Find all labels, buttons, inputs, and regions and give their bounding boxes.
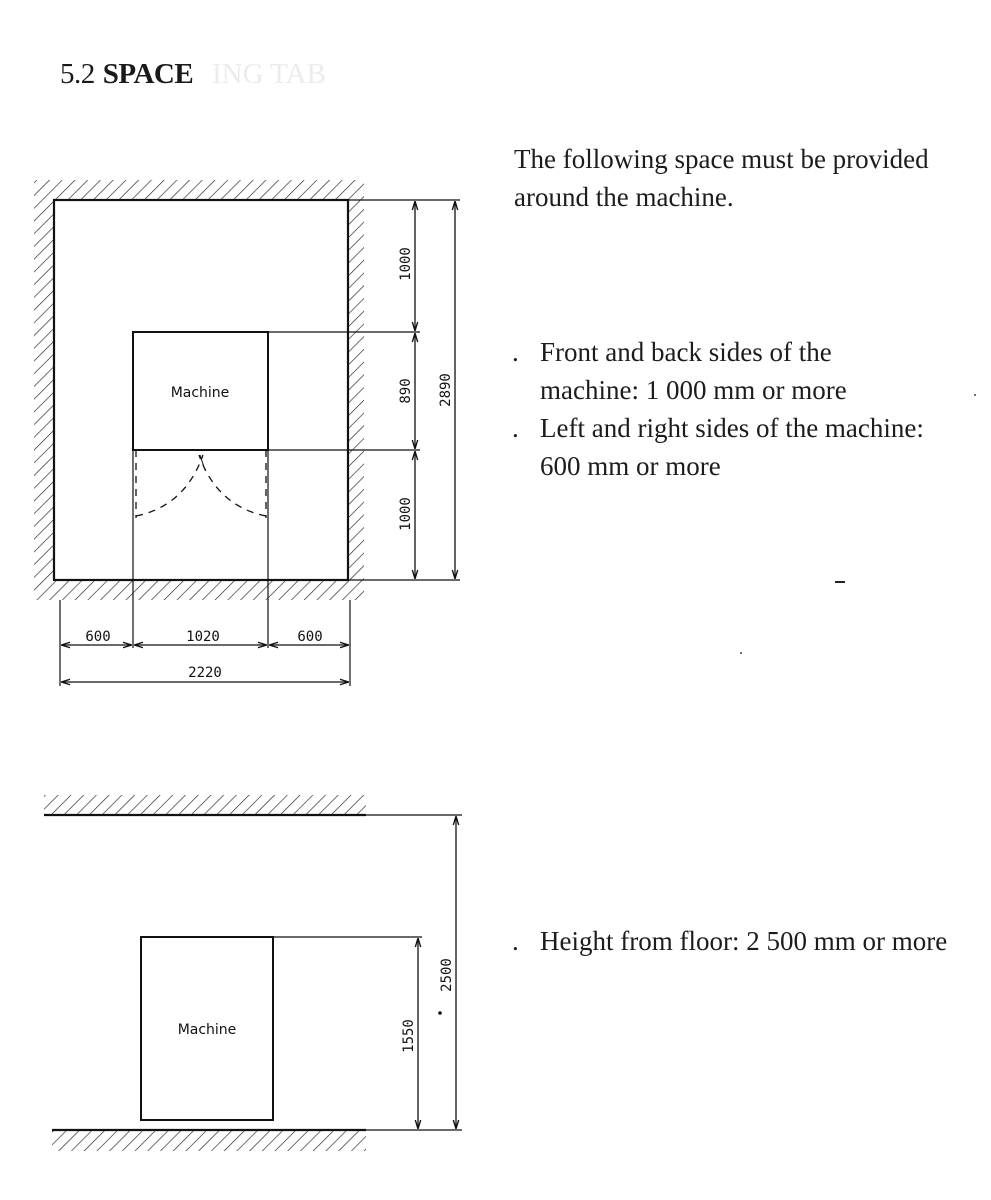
ghost-header-text: ING TAB [212,58,326,90]
height-requirement: Height from floor: 2 500 mm or more [540,926,948,956]
scan-speck [974,394,976,396]
dim-back-clearance: 1000 [398,497,414,531]
scan-dot [438,1011,442,1015]
intro-paragraph: The following space must be provided around the machine. [514,144,929,212]
dim-front-clearance: 1000 [398,247,414,281]
dim-left-clearance: 600 [85,629,111,645]
dim-machine-height: 1550 [401,1019,417,1053]
floor-hatch [52,1131,366,1151]
dim-total-width: 2220 [188,665,222,681]
ceiling-hatch [44,795,366,815]
section-number: 5.2 [60,58,95,90]
dim-machine-width: 1020 [186,629,220,645]
dim-ceiling-height: 2500 [439,958,455,992]
side-extension-lines [273,815,462,1130]
plan-view [34,180,460,686]
dim-total-depth: 2890 [438,373,454,407]
machine-label: Machine [177,1022,237,1038]
machine-label: Machine [170,385,230,401]
dim-machine-depth: 890 [398,378,414,404]
bullet-mark: . [512,413,519,443]
section-title: SPACE [102,58,194,90]
bullet-mark: . [512,926,519,956]
side-view [44,795,462,1151]
left-right-requirement: Left and right sides of the machine: 600 mm or more [540,413,924,481]
scan-speck [740,652,742,654]
dim-right-clearance: 600 [297,629,323,645]
bullet-mark: . [512,337,519,367]
front-back-requirement: Front and back sides of the machine: 1 000 mm or more [540,337,847,405]
